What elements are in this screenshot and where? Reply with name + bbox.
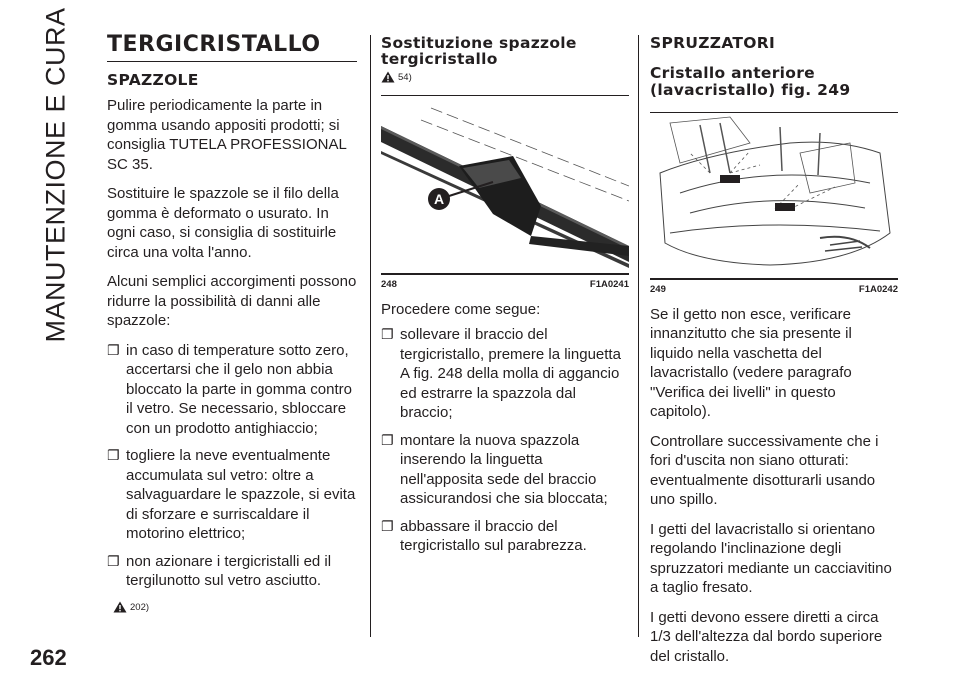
column-blade-replacement: [381, 32, 629, 566]
windshield-washer-illustration: [650, 113, 898, 273]
wiper-blade-illustration: [381, 96, 629, 268]
list-item: ❐ sollevare il braccio del tergicristallo, premere la linguetta A fig. 248 della molla di aggancio ed estrarre la spazzola dal braccio;: [381, 326, 621, 422]
figure-249: [650, 112, 898, 295]
paragraph: Alcuni semplici accorgimenti possono ridurre la possibilità di danni alle spazzole:: [107, 273, 357, 330]
paragraph: Procedere come segue:: [381, 300, 541, 318]
section-heading: Sostituzione spazzole tergicristallo: [381, 34, 577, 69]
warning-icon: [113, 601, 127, 613]
list-item: ❐ togliere la neve eventualmente accumulata sul vetro: oltre a salvaguardare le spazzole, si evita di sforzare e surriscaldare il motorino elettrico;: [107, 447, 356, 543]
section-title: MANUTENZIONE E CURA: [40, 7, 71, 343]
figure-248: [381, 95, 629, 290]
paragraph: Controllare successivamente che i fori d'uscita non siano otturati: eventualmente disotturarli usando uno spillo.: [650, 432, 879, 509]
section-heading: TERGICRISTALLO: [107, 32, 357, 62]
column-sprayers: [650, 32, 898, 676]
warning-icon: [381, 71, 395, 83]
paragraph: Se il getto non esce, verificare innanzitutto che sia presente il liquido nella vaschetta del lavacristallo (vedere paragrafo "Verifica dei livelli" in questo capitolo).: [650, 305, 852, 421]
subsection-heading: SPAZZOLE: [107, 71, 199, 89]
tips-list: [107, 341, 357, 591]
section-heading: SPRUZZATORI: [650, 34, 776, 52]
list-item: ❐ non azionare i tergicristalli ed il tergilunotto sul vetro asciutto.: [107, 552, 332, 590]
paragraph: I getti del lavacristallo si orientano regolando l'inclinazione degli spruzzatori mediante un cacciavitino a taglio fresato.: [650, 520, 892, 597]
column-wipers: [107, 32, 357, 613]
figure-caption: 248 F1A0241: [381, 278, 629, 290]
list-item: ❐ montare la nuova spazzola inserendo la linguetta nell'apposita sede del braccio assicurandosi che sia bloccata;: [381, 431, 608, 508]
callout-a: A: [433, 190, 445, 207]
warning-reference: 202): [113, 601, 357, 613]
section-title-vertical: [30, 7, 82, 343]
paragraph: Sostituire le spazzole se il filo della gomma è deformato o usurato. In ogni caso, si consiglia di sostituirle circa una volta l'anno.: [107, 185, 339, 261]
paragraph: Pulire periodicamente la parte in gomma usando appositi prodotti; si consiglia TUTELA PROFESSIONAL SC 35.: [107, 97, 347, 173]
warning-reference: 54): [381, 71, 629, 83]
figure-caption: 249 F1A0242: [650, 283, 898, 295]
paragraph: I getti devono essere diretti a circa 1/3 dell'altezza dal bordo superiore del cristallo.: [650, 608, 883, 665]
steps-list: [381, 325, 629, 556]
subsection-heading: Cristallo anteriore (lavacristallo) fig. 249: [650, 64, 851, 99]
list-item: ❐ in caso di temperature sotto zero, accertarsi che il gelo non abbia bloccato la parte in gomma contro il vetro. Se necessario, sbloccare con un prodotto antighiaccio;: [107, 341, 352, 437]
column-divider: [638, 35, 639, 637]
column-divider: [370, 35, 371, 637]
page-number: 262: [30, 645, 67, 670]
list-item: ❐ abbassare il braccio del tergicristallo sul parabrezza.: [381, 517, 587, 555]
